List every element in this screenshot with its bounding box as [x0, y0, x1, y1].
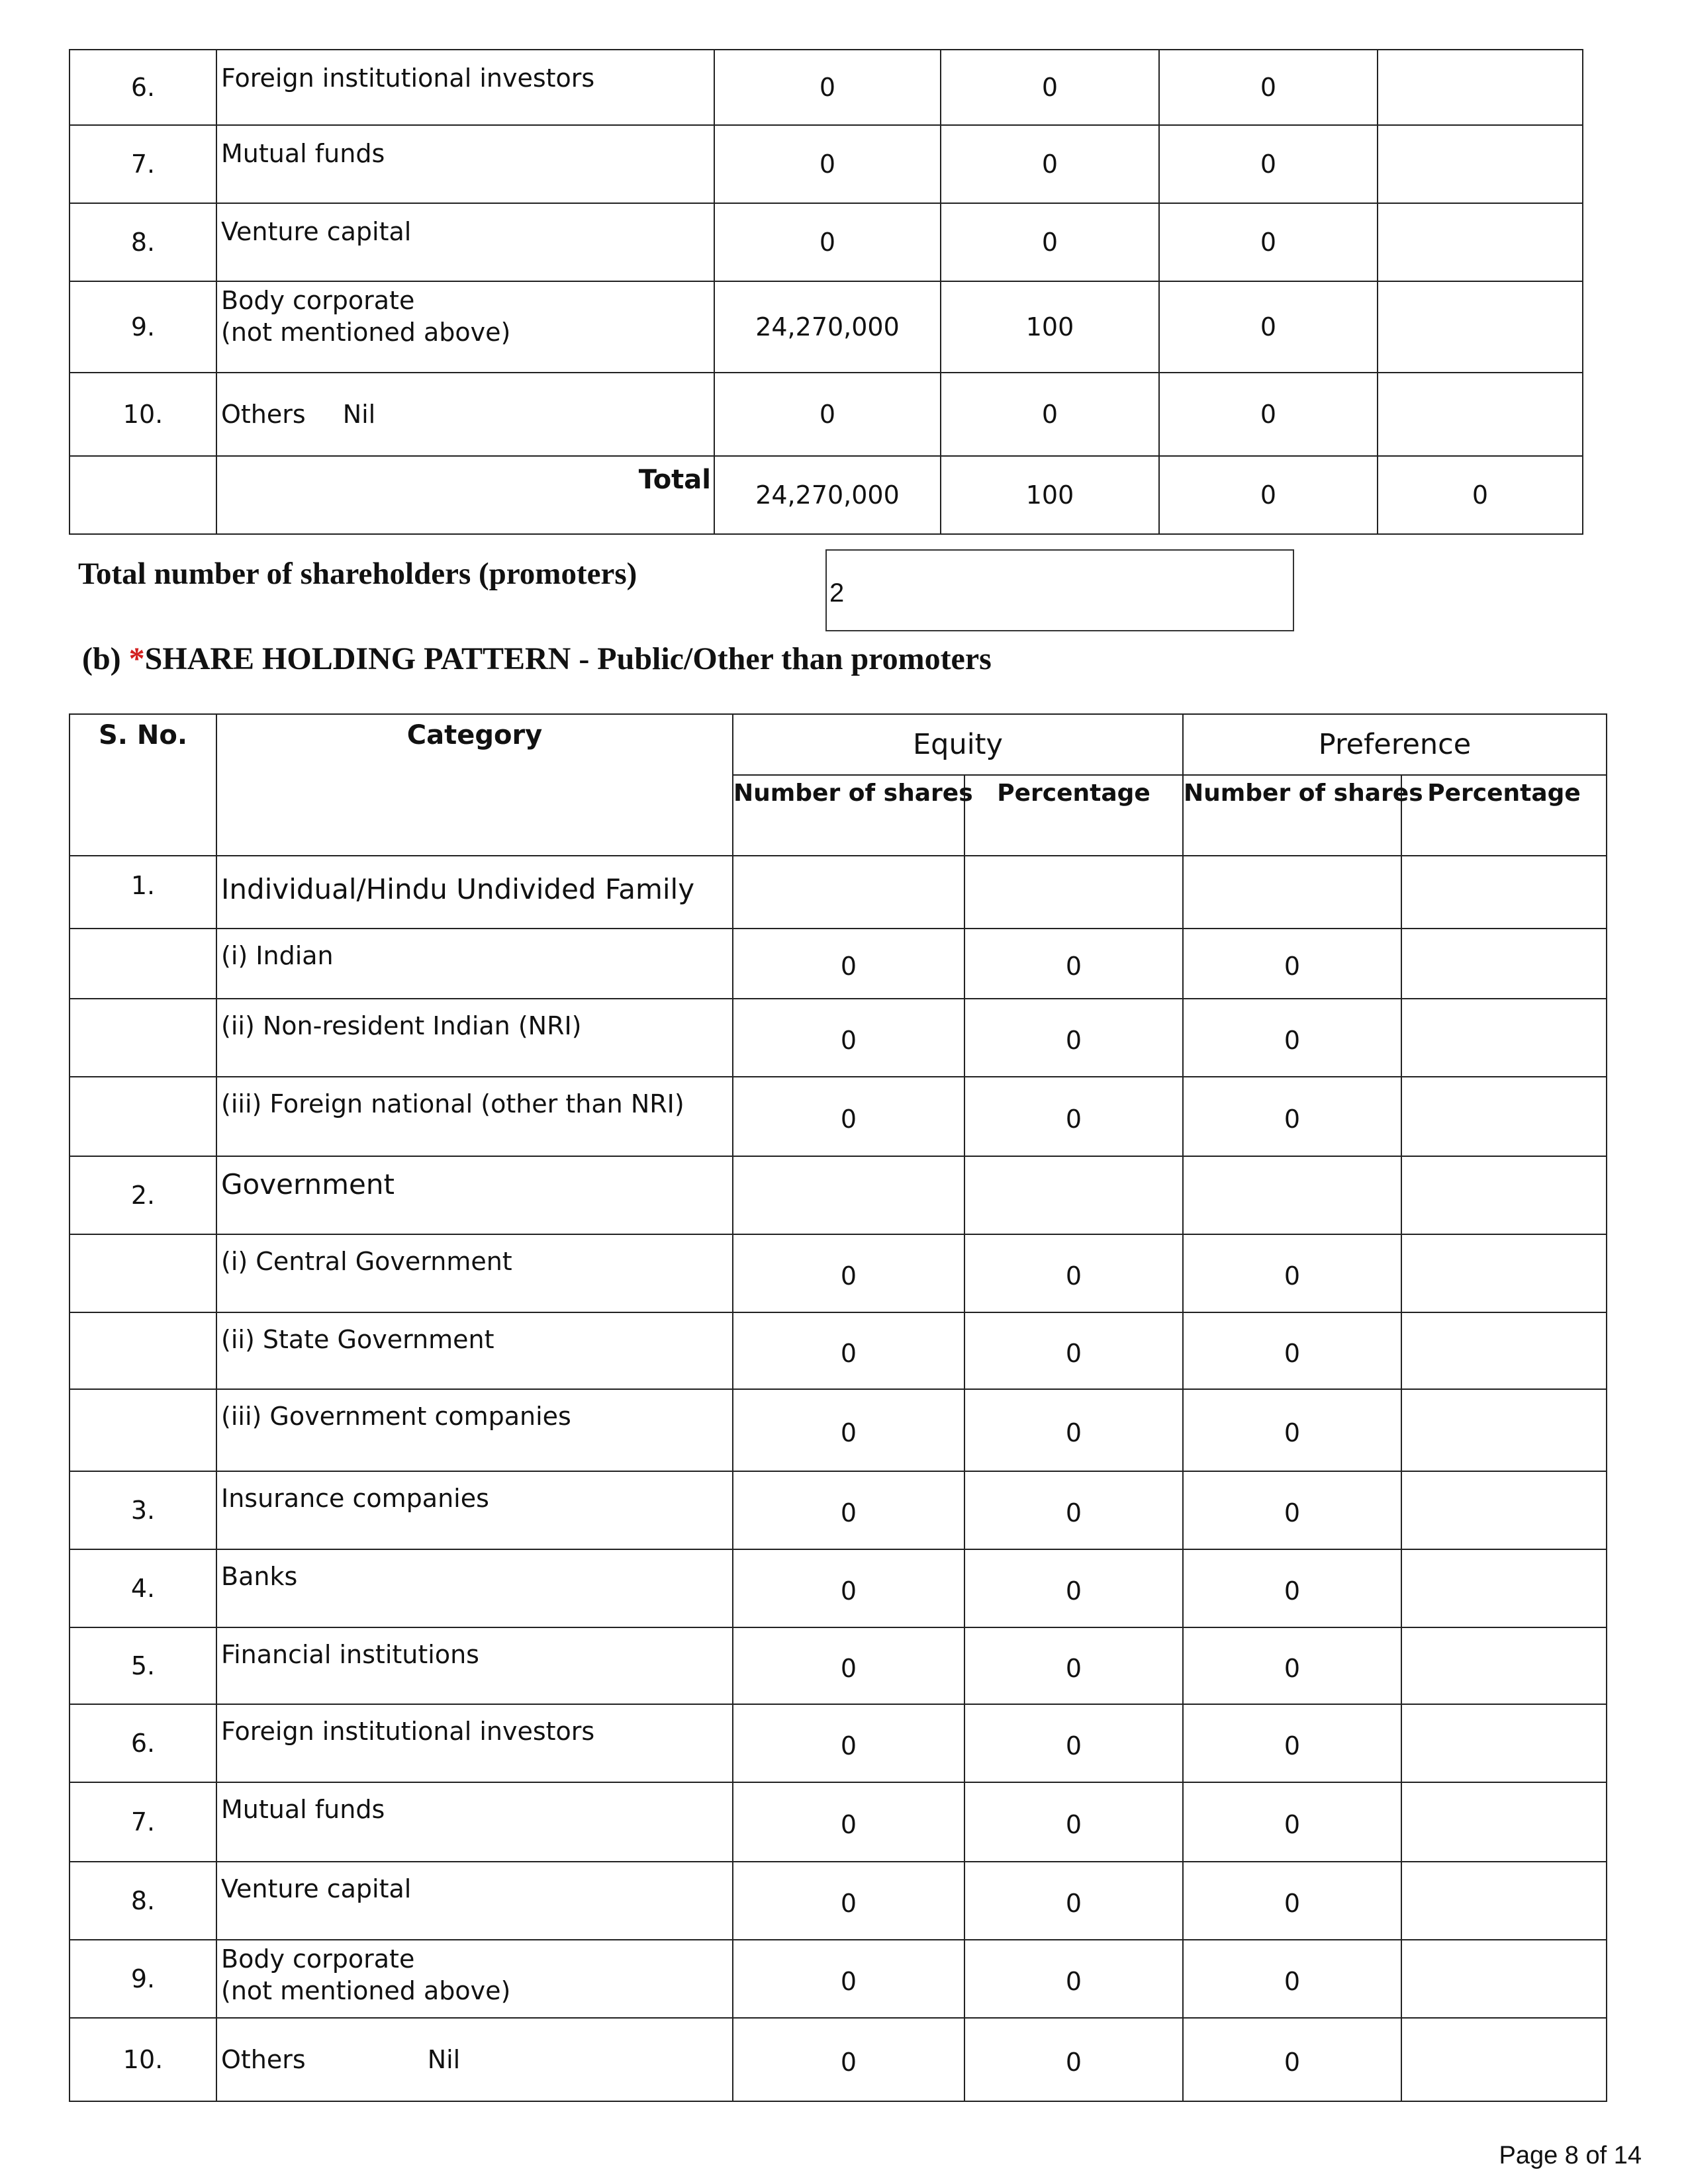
preference-header: Preference: [1183, 714, 1607, 775]
serial-number: 7.: [70, 125, 216, 203]
serial-number: 2.: [70, 1156, 216, 1234]
preference-percentage-field[interactable]: [1401, 1312, 1607, 1389]
category-text: Others: [221, 2045, 306, 2074]
table-row: [70, 50, 1583, 125]
shareholders-count-label: Total number of shareholders (promoters): [78, 557, 637, 591]
page-number: Page 8 of 14: [1499, 2142, 1642, 2169]
table-row: [70, 999, 1607, 1077]
table-row: [70, 1940, 1607, 2018]
serial-number: 8.: [70, 203, 216, 281]
preference-shares-field[interactable]: [1183, 1156, 1401, 1234]
section-heading: [82, 641, 992, 677]
table-row: [70, 2018, 1607, 2101]
equity-percentage-field[interactable]: 0: [964, 1704, 1183, 1782]
category-label: [216, 1940, 733, 2018]
equity-shares-field[interactable]: 0: [733, 2018, 964, 2101]
preference-percentage-field[interactable]: [1401, 1471, 1607, 1549]
preference-shares-field[interactable]: 0: [1183, 1940, 1401, 2018]
category-line: Body corporate: [221, 286, 415, 315]
category-text: Others: [221, 400, 306, 429]
equity-shares-field[interactable]: 0: [733, 1234, 964, 1312]
equity-shares-field[interactable]: 0: [733, 1471, 964, 1549]
category-label: Mutual funds: [216, 1782, 733, 1862]
equity-percentage-field[interactable]: 0: [964, 1389, 1183, 1471]
preference-shares-field[interactable]: 0: [1159, 281, 1378, 373]
preference-shares-field[interactable]: 0: [1183, 929, 1401, 999]
serial-number: 10.: [70, 2018, 216, 2101]
section-title-text: SHARE HOLDING PATTERN - Public/Other than promoters: [144, 641, 992, 676]
category-label: (ii) Non-resident Indian (NRI): [216, 999, 733, 1077]
preference-percentage-field[interactable]: [1378, 125, 1583, 203]
preference-percentage-field[interactable]: [1378, 281, 1583, 373]
preference-shares-field[interactable]: 0: [1159, 50, 1378, 125]
table-row: [70, 1471, 1607, 1549]
equity-percentage-field[interactable]: 0: [964, 1627, 1183, 1704]
empty-cell: [70, 456, 216, 534]
total-equity-percentage: 100: [941, 456, 1159, 534]
table-row: [70, 1234, 1607, 1312]
serial-number: 9.: [70, 1940, 216, 2018]
category-label: Foreign institutional investors: [216, 1704, 733, 1782]
preference-shares-field[interactable]: 0: [1183, 1234, 1401, 1312]
preference-shares-field[interactable]: 0: [1183, 1471, 1401, 1549]
equity-shares-field[interactable]: [733, 1156, 964, 1234]
equity-percentage-field[interactable]: 0: [941, 373, 1159, 456]
serial-number: 8.: [70, 1862, 216, 1940]
total-equity-shares: 24,270,000: [714, 456, 941, 534]
preference-shares-field[interactable]: 0: [1183, 1782, 1401, 1862]
serial-number: 3.: [70, 1471, 216, 1549]
table-row: [70, 1156, 1607, 1234]
equity-percentage-field[interactable]: 0: [941, 203, 1159, 281]
category-label: [216, 2018, 733, 2101]
section-prefix: (b): [82, 641, 129, 676]
serial-number: 7.: [70, 1782, 216, 1862]
equity-shares-field[interactable]: 0: [733, 1940, 964, 2018]
preference-percentage-field[interactable]: [1401, 1940, 1607, 2018]
public-shareholding-table: [69, 713, 1607, 2102]
table-row: [70, 1704, 1607, 1782]
equity-percentage-field[interactable]: 0: [941, 50, 1159, 125]
serial-number: 5.: [70, 1627, 216, 1704]
preference-percentage-field[interactable]: [1401, 1389, 1607, 1471]
preference-percentage-field[interactable]: [1401, 2018, 1607, 2101]
equity-percentage-field[interactable]: 0: [964, 1471, 1183, 1549]
equity-percentage-field[interactable]: 0: [964, 999, 1183, 1077]
equity-shares-field[interactable]: 0: [714, 203, 941, 281]
category-line: (not mentioned above): [221, 1976, 511, 2005]
preference-percentage-field[interactable]: [1401, 929, 1607, 999]
serial-number: [70, 1077, 216, 1156]
equity-shares-field[interactable]: 0: [733, 1704, 964, 1782]
preference-percentage-field[interactable]: [1401, 1234, 1607, 1312]
equity-shares-field[interactable]: 0: [733, 1627, 964, 1704]
preference-percentage-field[interactable]: [1401, 1627, 1607, 1704]
preference-shares-field[interactable]: 0: [1183, 2018, 1401, 2101]
equity-shares-field[interactable]: 0: [733, 1077, 964, 1156]
category-label: Financial institutions: [216, 1627, 733, 1704]
equity-shares-field[interactable]: [733, 856, 964, 929]
category-label: (iii) Government companies: [216, 1389, 733, 1471]
preference-percentage-field[interactable]: [1401, 1156, 1607, 1234]
serial-number: 1.: [70, 856, 216, 929]
equity-percentage-field[interactable]: 0: [964, 2018, 1183, 2101]
preference-percentage-field[interactable]: [1401, 1077, 1607, 1156]
equity-percentage-field[interactable]: [964, 856, 1183, 929]
category-label: Mutual funds: [216, 125, 714, 203]
category-label: [216, 281, 714, 373]
preference-percentage-field[interactable]: [1401, 1782, 1607, 1862]
others-value: Nil: [342, 400, 376, 429]
preference-percentage-field[interactable]: [1378, 50, 1583, 125]
category-label: Venture capital: [216, 203, 714, 281]
preference-shares-field[interactable]: [1183, 856, 1401, 929]
preference-percentage-field[interactable]: [1401, 856, 1607, 929]
total-preference-shares: 0: [1159, 456, 1378, 534]
category-label: (i) Central Government: [216, 1234, 733, 1312]
equity-shares-field[interactable]: 0: [733, 1782, 964, 1862]
table-row: [70, 1782, 1607, 1862]
table-row: [70, 1077, 1607, 1156]
category-line: (not mentioned above): [221, 318, 511, 347]
equity-shares-field[interactable]: 0: [714, 50, 941, 125]
equity-shares-field[interactable]: 0: [733, 1549, 964, 1627]
shareholders-count-field[interactable]: 2: [825, 549, 1294, 631]
preference-percentage-field[interactable]: [1401, 999, 1607, 1077]
header-row: [70, 714, 1607, 775]
preference-shares-field[interactable]: 0: [1159, 373, 1378, 456]
equity-percentage-field[interactable]: 0: [964, 1782, 1183, 1862]
table-row: [70, 1862, 1607, 1940]
equity-shares-field[interactable]: 0: [733, 1312, 964, 1389]
category-label: Foreign institutional investors: [216, 50, 714, 125]
category-label: Individual/Hindu Undivided Family: [216, 856, 733, 929]
equity-shares-field[interactable]: 0: [733, 929, 964, 999]
equity-shares-field[interactable]: 0: [733, 1389, 964, 1471]
serial-number: [70, 999, 216, 1077]
serial-number: 10.: [70, 373, 216, 456]
serial-number: 6.: [70, 1704, 216, 1782]
equity-percentage-field[interactable]: 100: [941, 281, 1159, 373]
equity-percentage-field[interactable]: 0: [964, 1862, 1183, 1940]
serial-number: [70, 1234, 216, 1312]
preference-shares-field[interactable]: 0: [1159, 125, 1378, 203]
table-row: [70, 856, 1607, 929]
equity-shares-field[interactable]: 24,270,000: [714, 281, 941, 373]
serial-number: 9.: [70, 281, 216, 373]
category-label: (ii) State Government: [216, 1312, 733, 1389]
equity-percentage-field[interactable]: 0: [964, 1549, 1183, 1627]
category-header: Category: [216, 714, 733, 856]
equity-number-of-shares-header: Number of shares: [733, 775, 964, 856]
total-row: [70, 456, 1583, 534]
equity-percentage-field[interactable]: 0: [964, 1312, 1183, 1389]
serial-number: 4.: [70, 1549, 216, 1627]
preference-percentage-field[interactable]: [1401, 1704, 1607, 1782]
preference-shares-field[interactable]: 0: [1183, 1549, 1401, 1627]
table-row: [70, 125, 1583, 203]
preference-shares-field[interactable]: 0: [1183, 1077, 1401, 1156]
preference-shares-field[interactable]: 0: [1183, 1704, 1401, 1782]
equity-shares-field[interactable]: 0: [733, 1862, 964, 1940]
preference-shares-field[interactable]: 0: [1183, 1389, 1401, 1471]
serial-number: [70, 1312, 216, 1389]
serial-number-header: S. No.: [70, 714, 216, 856]
table-row: [70, 1389, 1607, 1471]
preference-shares-field[interactable]: 0: [1183, 1862, 1401, 1940]
table-row: [70, 1549, 1607, 1627]
promoters-shareholding-table: [69, 49, 1583, 535]
equity-percentage-field[interactable]: 0: [964, 1234, 1183, 1312]
category-label: Insurance companies: [216, 1471, 733, 1549]
preference-shares-field[interactable]: 0: [1183, 1627, 1401, 1704]
preference-percentage-field[interactable]: [1378, 373, 1583, 456]
required-asterisk: *: [128, 641, 145, 676]
preference-percentage-field[interactable]: [1401, 1862, 1607, 1940]
category-label: Banks: [216, 1549, 733, 1627]
equity-shares-field[interactable]: 0: [714, 125, 941, 203]
equity-percentage-field[interactable]: [964, 1156, 1183, 1234]
preference-number-of-shares-header: Number of shares: [1183, 775, 1401, 856]
table-row: [70, 929, 1607, 999]
equity-percentage-field[interactable]: 0: [941, 125, 1159, 203]
equity-header: Equity: [733, 714, 1183, 775]
others-value: Nil: [427, 2045, 461, 2074]
preference-percentage-field[interactable]: [1401, 1549, 1607, 1627]
preference-shares-field[interactable]: 0: [1183, 1312, 1401, 1389]
total-preference-percentage: 0: [1378, 456, 1583, 534]
equity-percentage-header: Percentage: [964, 775, 1183, 856]
equity-shares-field[interactable]: 0: [714, 373, 941, 456]
preference-percentage-field[interactable]: [1378, 203, 1583, 281]
total-label: Total: [216, 456, 714, 534]
equity-percentage-field[interactable]: 0: [964, 1077, 1183, 1156]
preference-shares-field[interactable]: 0: [1183, 999, 1401, 1077]
serial-number: 6.: [70, 50, 216, 125]
equity-percentage-field[interactable]: 0: [964, 1940, 1183, 2018]
table-row: [70, 1312, 1607, 1389]
category-line: Body corporate: [221, 1944, 415, 1974]
equity-percentage-field[interactable]: 0: [964, 929, 1183, 999]
preference-percentage-header: Percentage: [1401, 775, 1607, 856]
category-label: (iii) Foreign national (other than NRI): [216, 1077, 733, 1156]
table-row: [70, 203, 1583, 281]
category-label: Venture capital: [216, 1862, 733, 1940]
category-label: [216, 373, 714, 456]
serial-number: [70, 929, 216, 999]
serial-number: [70, 1389, 216, 1471]
table-row: [70, 1627, 1607, 1704]
preference-shares-field[interactable]: 0: [1159, 203, 1378, 281]
equity-shares-field[interactable]: 0: [733, 999, 964, 1077]
category-label: (i) Indian: [216, 929, 733, 999]
table-row: [70, 281, 1583, 373]
category-label: Government: [216, 1156, 733, 1234]
table-row: [70, 373, 1583, 456]
